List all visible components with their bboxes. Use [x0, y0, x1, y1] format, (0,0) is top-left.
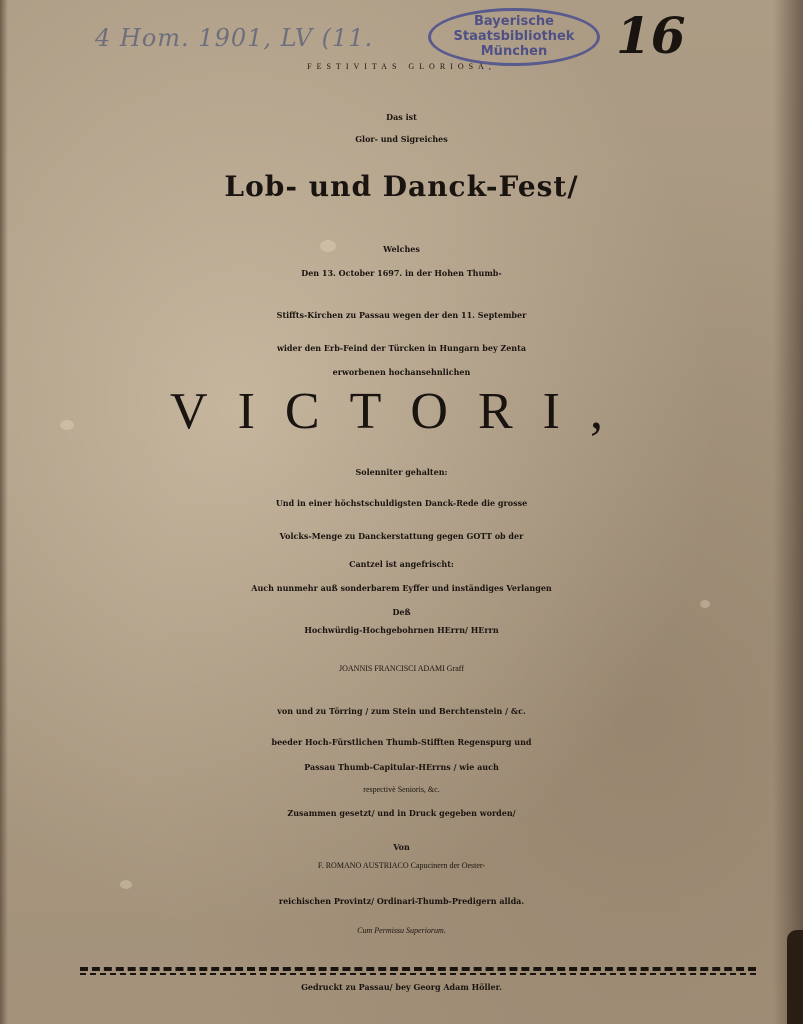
- divider-rule: [80, 967, 756, 971]
- stamp-line: Bayerische: [474, 14, 554, 29]
- page-edge-right: [773, 0, 803, 1024]
- text-line-joannis: JOANNIS FRANCISCI ADAMI Graff: [339, 664, 464, 673]
- text-line-hochwurdig: Hochwürdig-Hochgebohrnen HErrn/ HErrn: [304, 625, 499, 635]
- text-line-date: Den 13. October 1697. in der Hohen Thumb-: [301, 268, 502, 278]
- stamp-line: Staatsbibliothek: [453, 29, 575, 44]
- das-ist-line: Das ist: [386, 112, 417, 122]
- text-line-und: Und in einer höchstschuldigsten Danck-Rede die grosse: [275, 498, 528, 508]
- text-line-cantzel: Cantzel ist angefrischt:: [349, 559, 454, 569]
- text-line-von: Von: [393, 842, 410, 852]
- text-line-zusammen: Zusammen gesetzt/ und in Druck gegeben worden/: [287, 808, 516, 818]
- text-line-passau: Passau Thumb-Capitular-HErrns / wie auch: [304, 762, 499, 772]
- text-line-von-torring: von und zu Törring / zum Stein und Berchtenstein / &c.: [277, 706, 526, 716]
- divider-rule: [80, 973, 756, 975]
- permission-line: Cum Permissu Superiorum.: [357, 926, 446, 935]
- page-edge-shadow: [787, 930, 803, 1024]
- text-line-reichischen: reichischen Provintz/ Ordinari-Thumb-Predigern allda.: [278, 896, 525, 906]
- text-line-volcks: Volcks-Menge zu Danckerstattung gegen GOTT ob der: [279, 531, 524, 541]
- lob-und-danck-fest-heading: Lob- und Danck-Fest/: [224, 170, 579, 203]
- welches-line: Welches: [383, 244, 420, 254]
- page-edge-left: [0, 0, 8, 1024]
- paper-stain: [120, 880, 132, 889]
- text-line-dess: Deß: [392, 607, 411, 617]
- glor-line: Glor- und Sigreiches: [355, 134, 448, 144]
- text-line-beeder: beeder Hoch-Fürstlichen Thumb-Stifften Regenspurg und: [271, 737, 532, 747]
- imprint-line: Gedruckt zu Passau/ bey Georg Adam Höller.: [301, 982, 502, 992]
- text-line-wider: wider den Erb-Feind der Türcken in Hungarn bey Zenta: [276, 343, 526, 353]
- victori-heading: VICTORI,: [170, 383, 633, 440]
- text-line-solenniter: Solenniter gehalten:: [355, 467, 448, 477]
- author-line: F. ROMANO AUSTRIACO Capucinern der Oester-: [317, 861, 486, 870]
- library-stamp: [428, 8, 600, 66]
- text-line-stiffts: Stiffts-Kirchen zu Passau wegen der den 11. September: [276, 310, 527, 320]
- main-title: FESTIVITAS GLORIOSA,: [307, 62, 496, 71]
- stamp-line: München: [480, 44, 548, 59]
- text-line-erworben: erworbenen hochansehnlichen: [332, 367, 471, 377]
- folio-number: 16: [616, 6, 686, 65]
- text-line-respective: respectivè Senioris, &c.: [363, 785, 440, 794]
- text-line-auch: Auch nunmehr auß sonderbarem Eyffer und inständiges Verlangen: [251, 583, 552, 593]
- handwritten-shelfmark: 4 Hom. 1901, LV (11.: [95, 24, 374, 52]
